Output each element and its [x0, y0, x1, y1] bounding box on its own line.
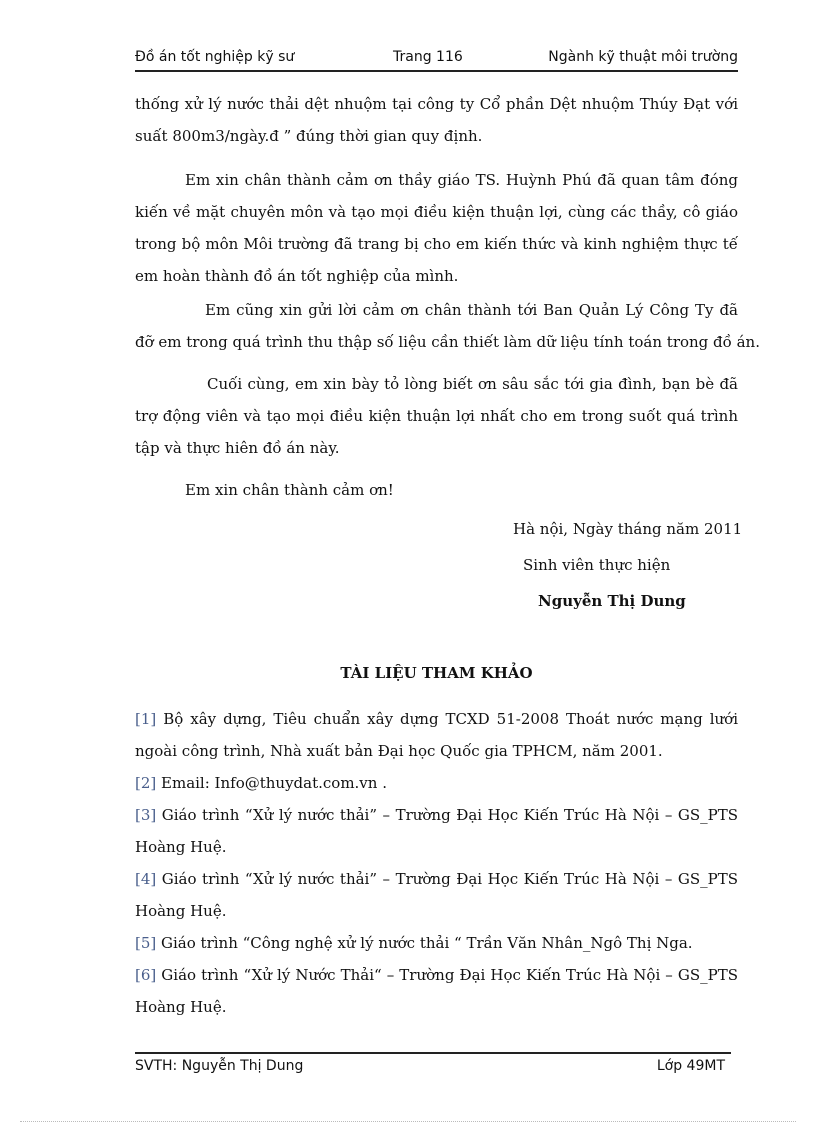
- footer-rule: [135, 1052, 731, 1054]
- footer-right-text: Lớp 49MT: [656, 1058, 725, 1074]
- header-page-number: Trang 116: [393, 49, 463, 65]
- reference-text: Giáo trình “Công nghệ xử lý nước thải “ Trần Văn Nhân_Ngô Thị Nga.: [156, 934, 693, 952]
- paragraph-line: Em cũng xin gửi lời cảm ơn chân thành tới Ban Quản Lý Công Ty đã: [205, 301, 738, 319]
- paragraph-line: kiến về mặt chuyên môn và tạo mọi điều kiện thuận lợi, cùng các thầy, cô giáo: [135, 203, 738, 221]
- reference-item: [135, 799, 738, 831]
- reference-item: [135, 767, 738, 799]
- page-header: [135, 48, 738, 72]
- paragraph-line: em hoàn thành đồ án tốt nghiệp của mình.: [135, 267, 459, 285]
- page-edge-divider: [20, 1121, 796, 1122]
- reference-text: Bộ xây dựng, Tiêu chuẩn xây dựng TCXD 51-2008 Thoát nước mạng lưới: [163, 710, 738, 728]
- reference-number: [1]: [135, 710, 157, 728]
- reference-item: [135, 863, 738, 895]
- paragraph-line: Cuối cùng, em xin bày tỏ lòng biết ơn sâu sắc tới gia đình, bạn bè đã: [207, 375, 738, 393]
- signoff-date: Hà nội, Ngày tháng năm 2011: [513, 520, 743, 538]
- reference-continuation: Hoàng Huệ.: [135, 998, 227, 1016]
- reference-item: [135, 703, 738, 735]
- reference-number: [5]: [135, 934, 157, 952]
- signoff-name: Nguyễn Thị Dung: [538, 592, 686, 610]
- reference-item: [135, 927, 738, 959]
- paragraph-5: [135, 474, 738, 506]
- signoff-role: Sinh viên thực hiện: [523, 556, 671, 574]
- reference-text: Email: Info@thuydat.com.vn .: [156, 774, 387, 792]
- reference-text: Giáo trình “Xử lý nước thải” – Trường Đại Học Kiến Trúc Hà Nội – GS_PTS: [156, 870, 738, 888]
- reference-continuation: Hoàng Huệ.: [135, 838, 227, 856]
- header-left-text: Đồ án tốt nghiệp kỹ sư: [135, 49, 295, 65]
- paragraph-line: suất 800m3/ngày.đ ” đúng thời gian quy định.: [135, 127, 483, 145]
- reference-number: [3]: [135, 806, 157, 824]
- footer-left-text: SVTH: Nguyễn Thị Dung: [135, 1058, 304, 1074]
- references-title: TÀI LIỆU THAM KHẢO: [340, 664, 533, 682]
- reference-continuation: Hoàng Huệ.: [135, 902, 227, 920]
- reference-continuation: ngoài công trình, Nhà xuất bản Đại học Quốc gia TPHCM, năm 2001.: [135, 742, 663, 760]
- paragraph-4: [135, 368, 738, 464]
- paragraph-line: trong bộ môn Môi trường đã trang bị cho em kiến thức và kinh nghiệm thực tế: [135, 235, 738, 253]
- paragraph-line: tập và thực hiên đồ án này.: [135, 439, 340, 457]
- paragraph-line: thống xử lý nước thải dệt nhuộm tại công ty Cổ phần Dệt nhuộm Thúy Đạt với: [135, 95, 738, 113]
- reference-number: [6]: [135, 966, 157, 984]
- paragraph-line: trợ động viên và tạo mọi điều kiện thuận lợi nhất cho em trong suốt quá trình: [135, 407, 738, 425]
- paragraph-line: Em xin chân thành cảm ơn!: [185, 481, 394, 499]
- paragraph-1: [135, 88, 738, 152]
- references-list: [135, 703, 738, 1023]
- paragraph-line: đỡ em trong quá trình thu thập số liệu cần thiết làm dữ liệu tính toán trong đồ án.: [135, 333, 760, 351]
- paragraph-3: [135, 294, 760, 358]
- header-right-text: Ngành kỹ thuật môi trường: [548, 49, 738, 65]
- reference-item: [135, 959, 738, 991]
- reference-text: Giáo trình “Xử lý nước thải” – Trường Đại Học Kiến Trúc Hà Nội – GS_PTS: [156, 806, 738, 824]
- paragraph-2: [135, 164, 738, 292]
- paragraph-line: Em xin chân thành cảm ơn thầy giáo TS. Huỳnh Phú đã quan tâm đóng: [185, 171, 738, 189]
- reference-text: Giáo trình “Xử lý Nước Thải“ – Trường Đại Học Kiến Trúc Hà Nội – GS_PTS: [156, 966, 738, 984]
- reference-number: [4]: [135, 870, 157, 888]
- reference-number: [2]: [135, 774, 157, 792]
